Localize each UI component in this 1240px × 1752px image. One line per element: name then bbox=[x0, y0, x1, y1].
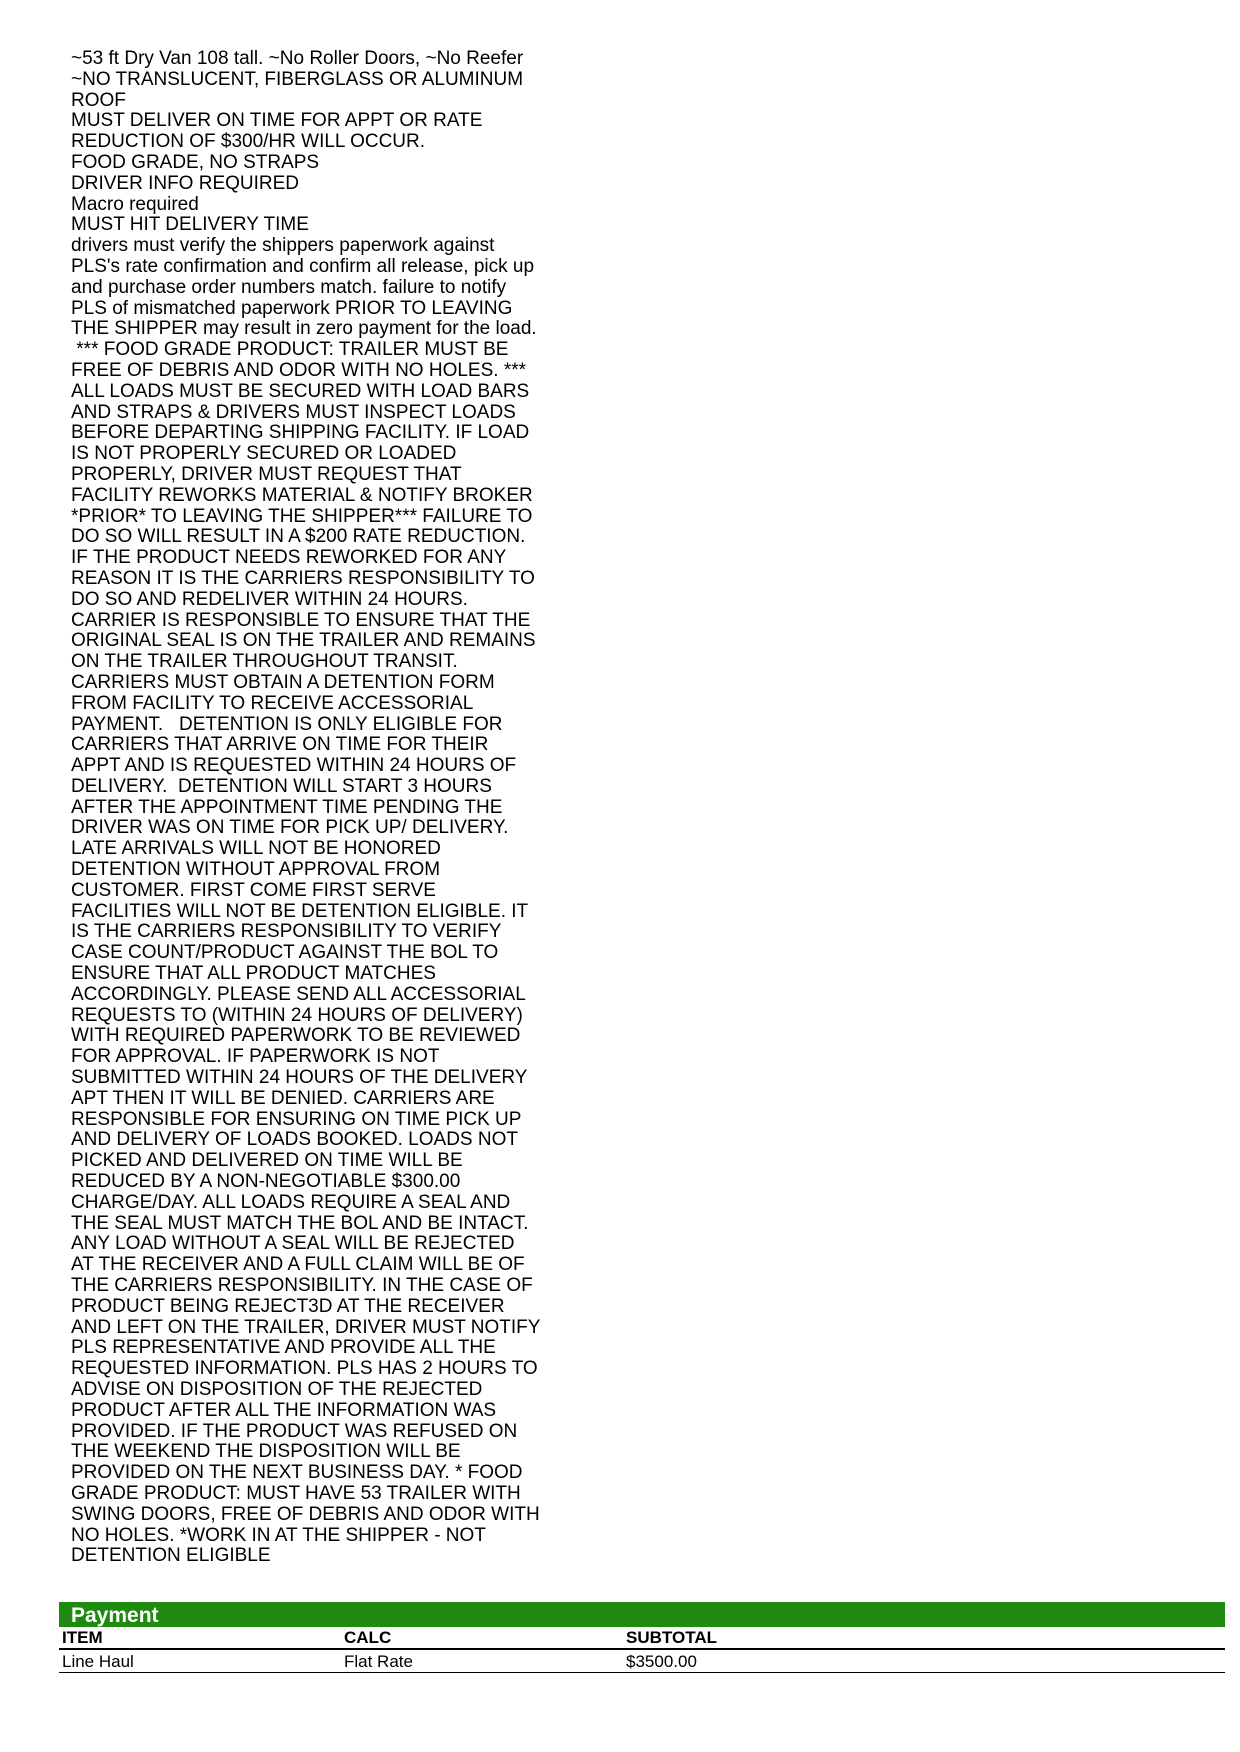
note-line: drivers must verify the shippers paperwork against bbox=[71, 235, 495, 257]
note-line: PLS of mismatched paperwork PRIOR TO LEAVING bbox=[71, 297, 513, 319]
note-line: FACILITY REWORKS MATERIAL & NOTIFY BROKER bbox=[71, 484, 533, 506]
payment-section-title: Payment bbox=[59, 1602, 1225, 1627]
note-line: FACILITIES WILL NOT BE DETENTION ELIGIBLE. IT bbox=[71, 900, 529, 922]
note-line: AFTER THE APPOINTMENT TIME PENDING THE bbox=[71, 796, 503, 818]
note-line: DRIVER WAS ON TIME FOR PICK UP/ DELIVERY. bbox=[71, 817, 509, 839]
note-line: PRODUCT AFTER ALL THE INFORMATION WAS bbox=[71, 1399, 497, 1421]
note-line: FOOD GRADE, NO STRAPS bbox=[71, 151, 320, 173]
payment-subtotal-cell: $3500.00 bbox=[623, 1649, 1225, 1673]
note-line: REASON IT IS THE CARRIERS RESPONSIBILITY TO bbox=[71, 567, 535, 589]
note-line: REQUESTS TO (WITHIN 24 HOURS OF DELIVERY) bbox=[71, 1004, 523, 1026]
note-line: IF THE PRODUCT NEEDS REWORKED FOR ANY bbox=[71, 547, 507, 569]
table-row bbox=[59, 1649, 1225, 1673]
note-line: FREE OF DEBRIS AND ODOR WITH NO HOLES. *** bbox=[71, 359, 527, 381]
note-line: DO SO WILL RESULT IN A $200 RATE REDUCTION. bbox=[71, 526, 526, 548]
note-line: CHARGE/DAY. ALL LOADS REQUIRE A SEAL AND bbox=[71, 1191, 511, 1213]
note-line: FROM FACILITY TO RECEIVE ACCESSORIAL bbox=[71, 692, 474, 714]
note-line: REDUCTION OF $300/HR WILL OCCUR. bbox=[71, 131, 426, 153]
note-line: DRIVER INFO REQUIRED bbox=[71, 172, 300, 194]
note-line: PRODUCT BEING REJECT3D AT THE RECEIVER bbox=[71, 1295, 505, 1317]
note-line: THE SHIPPER may result in zero payment for the load. bbox=[71, 318, 537, 340]
note-line: LATE ARRIVALS WILL NOT BE HONORED bbox=[71, 838, 441, 860]
note-line: PROVIDED. IF THE PRODUCT WAS REFUSED ON bbox=[71, 1420, 518, 1442]
note-line: NO HOLES. *WORK IN AT THE SHIPPER - NOT bbox=[71, 1524, 486, 1546]
note-line: and purchase order numbers match. failure to notify bbox=[71, 276, 507, 298]
note-line: THE CARRIERS RESPONSIBILITY. IN THE CASE OF bbox=[71, 1275, 533, 1297]
note-line: ENSURE THAT ALL PRODUCT MATCHES bbox=[71, 963, 436, 985]
note-line: FOR APPROVAL. IF PAPERWORK IS NOT bbox=[71, 1046, 440, 1068]
note-line: ~53 ft Dry Van 108 tall. ~No Roller Doors, ~No Reefer bbox=[71, 48, 524, 69]
note-line: AND STRAPS & DRIVERS MUST INSPECT LOADS bbox=[71, 401, 516, 423]
note-line: PAYMENT. DETENTION IS ONLY ELIGIBLE FOR bbox=[71, 713, 503, 735]
note-line: APPT AND IS REQUESTED WITHIN 24 HOURS OF bbox=[71, 755, 517, 777]
note-line: ~NO TRANSLUCENT, FIBERGLASS OR ALUMINUM bbox=[71, 68, 524, 90]
payment-table bbox=[59, 1627, 1225, 1673]
note-line: ADVISE ON DISPOSITION OF THE REJECTED bbox=[71, 1379, 483, 1400]
note-line: REDUCED BY A NON-NEGOTIABLE $300.00 bbox=[71, 1171, 461, 1193]
payment-item-cell: Line Haul bbox=[59, 1649, 341, 1673]
payment-table-header-row bbox=[59, 1627, 1225, 1649]
note-line: ROOF bbox=[71, 89, 126, 111]
note-line: CARRIERS THAT ARRIVE ON TIME FOR THEIR bbox=[71, 734, 489, 756]
note-line: ORIGINAL SEAL IS ON THE TRAILER AND REMAINS bbox=[71, 630, 536, 652]
note-line: Macro required bbox=[71, 193, 199, 215]
load-requirements-notes bbox=[71, 49, 611, 1567]
note-line: PROPERLY, DRIVER MUST REQUEST THAT bbox=[71, 463, 462, 485]
note-line: IS NOT PROPERLY SECURED OR LOADED bbox=[71, 443, 457, 465]
note-line: ON THE TRAILER THROUGHOUT TRANSIT. bbox=[71, 651, 458, 673]
note-line: PICKED AND DELIVERED ON TIME WILL BE bbox=[71, 1150, 463, 1172]
note-line: AT THE RECEIVER AND A FULL CLAIM WILL BE OF bbox=[71, 1254, 525, 1276]
note-line: IS THE CARRIERS RESPONSIBILITY TO VERIFY bbox=[71, 921, 502, 943]
note-line: GRADE PRODUCT: MUST HAVE 53 TRAILER WITH bbox=[71, 1482, 521, 1504]
note-line: CARRIERS MUST OBTAIN A DETENTION FORM bbox=[71, 671, 495, 693]
note-line: WITH REQUIRED PAPERWORK TO BE REVIEWED bbox=[71, 1025, 521, 1047]
column-header-item: ITEM bbox=[59, 1627, 341, 1649]
note-line: PLS's rate confirmation and confirm all release, pick up bbox=[71, 255, 535, 277]
note-line: DELIVERY. DETENTION WILL START 3 HOURS bbox=[71, 775, 492, 797]
note-line: DETENTION WITHOUT APPROVAL FROM bbox=[71, 859, 441, 881]
note-line: ALL LOADS MUST BE SECURED WITH LOAD BARS bbox=[71, 380, 530, 402]
column-header-subtotal: SUBTOTAL bbox=[623, 1627, 1225, 1649]
payment-calc-cell: Flat Rate bbox=[341, 1649, 623, 1673]
note-line: MUST DELIVER ON TIME FOR APPT OR RATE bbox=[71, 110, 483, 132]
note-line: MUST HIT DELIVERY TIME bbox=[71, 214, 309, 236]
note-line: REQUESTED INFORMATION. PLS HAS 2 HOURS TO bbox=[71, 1358, 538, 1380]
note-line: THE SEAL MUST MATCH THE BOL AND BE INTACT. bbox=[71, 1212, 529, 1234]
note-line: AND DELIVERY OF LOADS BOOKED. LOADS NOT bbox=[71, 1129, 518, 1151]
note-line: *** FOOD GRADE PRODUCT: TRAILER MUST BE bbox=[71, 339, 509, 361]
note-line: ANY LOAD WITHOUT A SEAL WILL BE REJECTED bbox=[71, 1233, 515, 1255]
note-line: RESPONSIBLE FOR ENSURING ON TIME PICK UP bbox=[71, 1108, 522, 1130]
note-line: DETENTION ELIGIBLE bbox=[71, 1545, 271, 1567]
note-line: SUBMITTED WITHIN 24 HOURS OF THE DELIVERY bbox=[71, 1067, 528, 1089]
column-header-calc: CALC bbox=[341, 1627, 623, 1649]
note-line: *PRIOR* TO LEAVING THE SHIPPER*** FAILURE TO bbox=[71, 505, 533, 527]
note-line: BEFORE DEPARTING SHIPPING FACILITY. IF LOAD bbox=[71, 422, 530, 444]
note-line: ACCORDINGLY. PLEASE SEND ALL ACCESSORIAL bbox=[71, 983, 526, 1005]
note-line: CARRIER IS RESPONSIBLE TO ENSURE THAT THE bbox=[71, 609, 531, 631]
payment-section bbox=[59, 1602, 1225, 1673]
note-line: SWING DOORS, FREE OF DEBRIS AND ODOR WITH bbox=[71, 1503, 540, 1525]
note-line: CASE COUNT/PRODUCT AGAINST THE BOL TO bbox=[71, 942, 499, 964]
note-line: THE WEEKEND THE DISPOSITION WILL BE bbox=[71, 1441, 461, 1463]
note-line: CUSTOMER. FIRST COME FIRST SERVE bbox=[71, 879, 436, 901]
note-line: DO SO AND REDELIVER WITHIN 24 HOURS. bbox=[71, 588, 468, 610]
note-line: AND LEFT ON THE TRAILER, DRIVER MUST NOTIFY bbox=[71, 1316, 541, 1338]
note-line: PROVIDED ON THE NEXT BUSINESS DAY. * FOOD bbox=[71, 1462, 523, 1484]
note-line: APT THEN IT WILL BE DENIED. CARRIERS ARE bbox=[71, 1087, 495, 1109]
note-line: PLS REPRESENTATIVE AND PROVIDE ALL THE bbox=[71, 1337, 496, 1359]
